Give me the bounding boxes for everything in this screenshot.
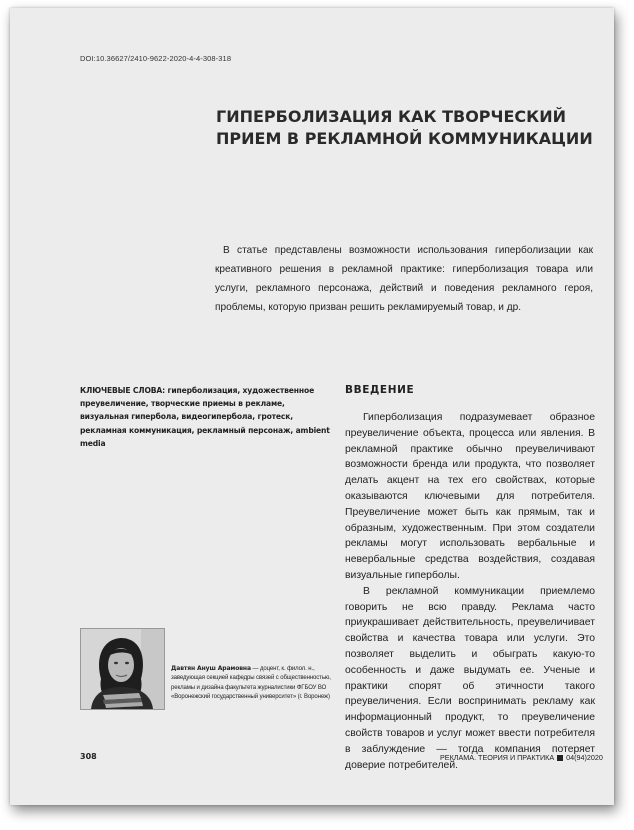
black-square-icon — [557, 755, 563, 761]
introduction-text — [345, 410, 595, 773]
body-paragraph: Гиперболизация подразумевает образное преувеличение объекта, процесса или явления. В рекламной практике обычно преувеличивают возможности бренда или продукта, что позволяет делать акцент на тех его свойствах, которые оказываются ключевыми для потребителя. Преувеличение может быть как прямым, так и образным, художественным. При этом создатели рекламы могут использовать вербальные и невербальные средства воздействия, создавая визуальные гиперболы. — [345, 412, 595, 581]
keywords-block — [80, 384, 330, 450]
author-description: — доцент, к. филол. н., заведующая секцией кафедры связей с общественностью, рекламы и дизайна факультета журналистики ФГБОУ ВО «Воронежский государственный университет» (г. Воронеж) — [171, 666, 331, 700]
keywords-text: гиперболизация, художественное преувеличение, творческие приемы в рекламе, визуальная гипербола, видеогипербола, гротеск, рекламная коммуникация, рекламный персонаж, ambient media — [80, 386, 330, 448]
article-title: ГИПЕРБОЛИЗАЦИЯ КАК ТВОРЧЕСКИЙ ПРИЕМ В РЕКЛАМНОЙ КОММУНИКАЦИИ — [216, 107, 593, 148]
article-abstract: В статье представлены возможности использования гиперболизации как креативного решения в рекламной практике: гиперболизация товара или услуги, рекламного персонажа, действий и поведения рекламного героя, проблемы, которую призван решить рекламируемый товар, и др. — [215, 245, 593, 313]
keywords-label: КЛЮЧЕВЫЕ СЛОВА: — [80, 386, 166, 395]
journal-issue: 04(94)2020 — [566, 753, 603, 762]
doi-identifier: DOI:10.36627/2410-9622-2020-4-4-308-318 — [80, 54, 232, 63]
journal-name: РЕКЛАМА. ТЕОРИЯ И ПРАКТИКА — [440, 753, 555, 762]
journal-page — [10, 8, 614, 805]
section-heading-introduction: ВВЕДЕНИЕ — [345, 384, 415, 396]
page-number: 308 — [80, 752, 97, 761]
author-bio — [171, 664, 336, 702]
author-photo — [80, 628, 165, 710]
body-paragraph: В рекламной коммуникации приемлемо говорить не всю правду. Реклама часто приукрашивает действительность, преувеличивает свойства и качества товара или услуги. Это позволяет выделить и обыграть какую-то особенность и даже выдумать ее. Ученые и практики спорят об этичности такого преувеличения. Если воспринимать рекламу как информационный продукт, то преувеличение свойств товаров и услуг может ввести потребителя в заблуждение — тогда компания потеряет доверие потребителей. — [345, 585, 595, 771]
journal-footer — [440, 753, 603, 762]
author-name: Давтян Ануш Арамовна — [171, 665, 251, 672]
author-portrait-image — [81, 629, 164, 709]
